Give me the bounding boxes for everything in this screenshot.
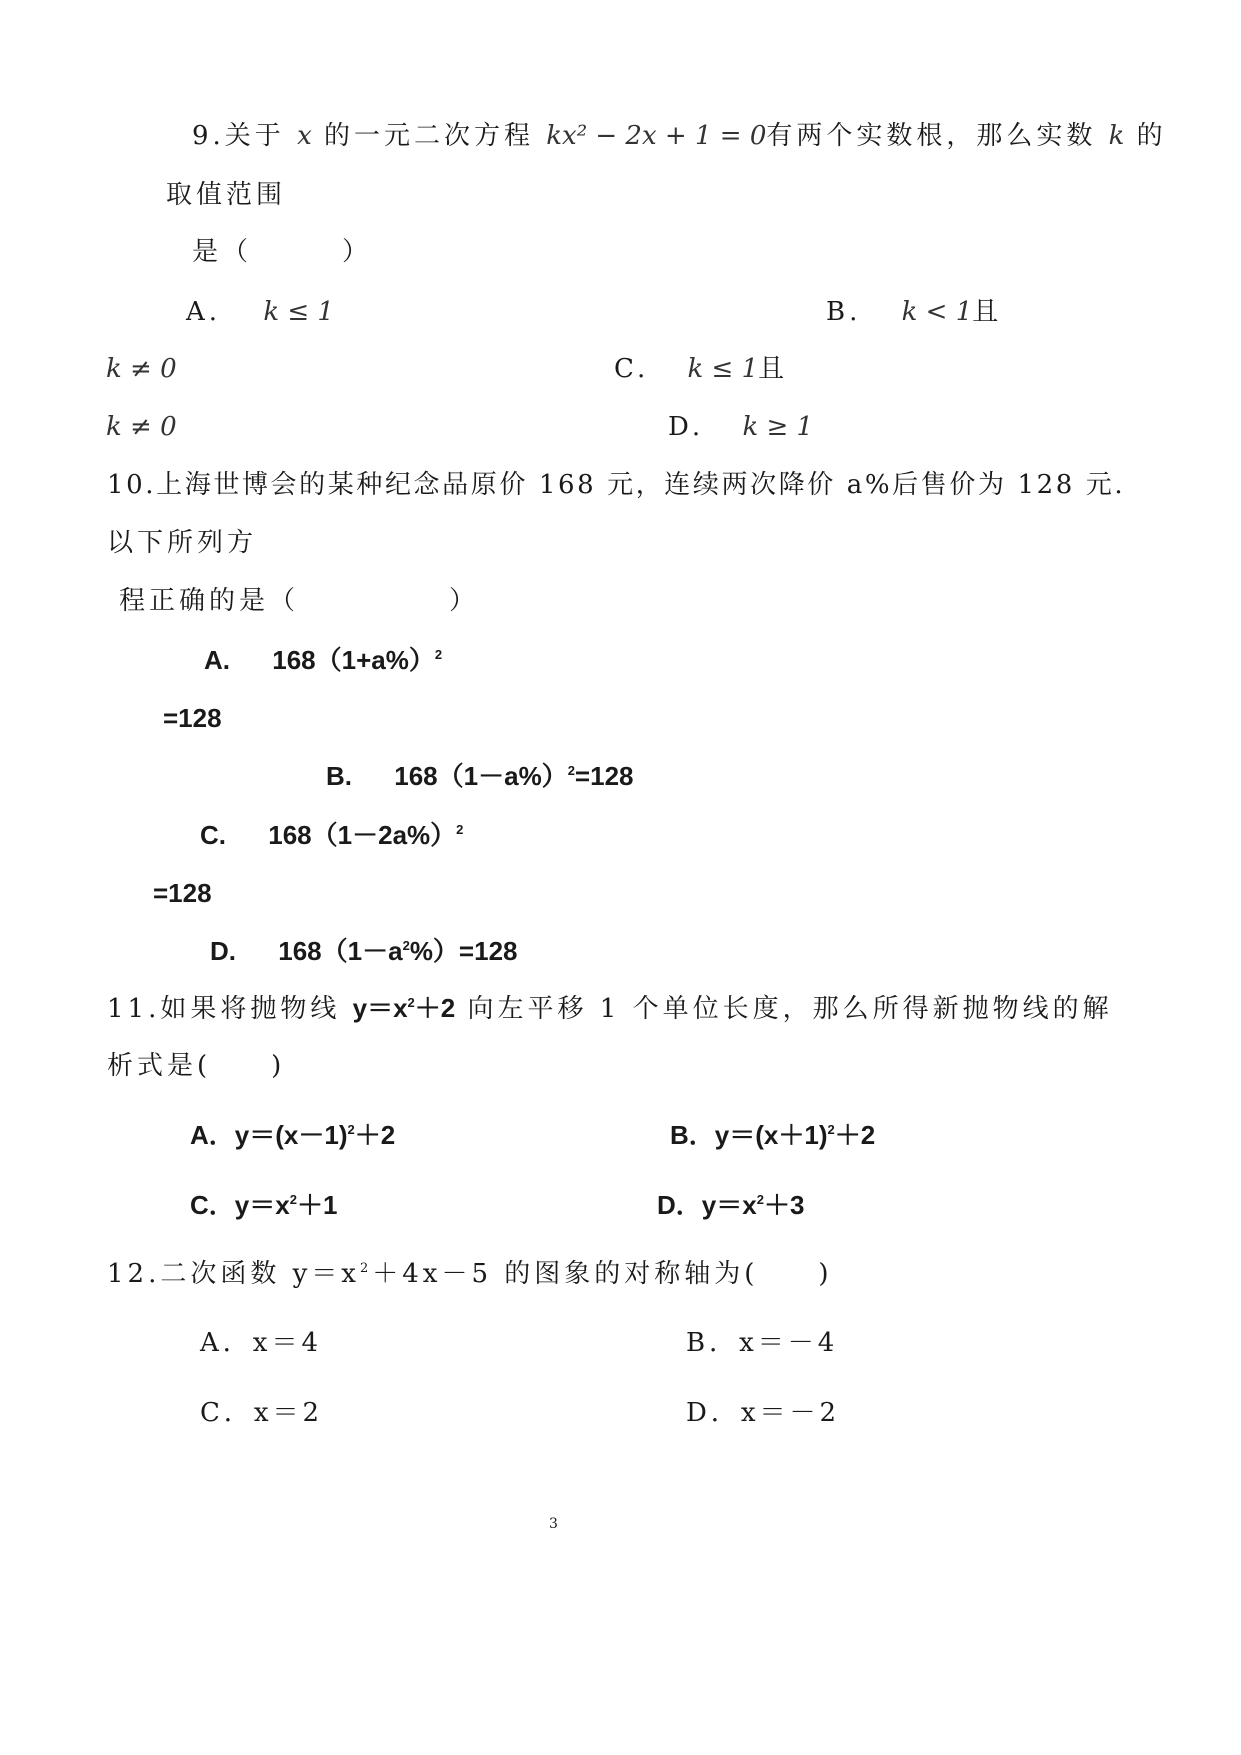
- q11-c-tail: ＋1: [296, 1190, 338, 1220]
- q11-option-d: [657, 1188, 804, 1223]
- q9-text: 的: [1124, 121, 1167, 151]
- q11-c-expr: C．y＝x: [190, 1190, 290, 1220]
- q9-stem-line1: [192, 119, 1167, 153]
- q12-option-a: A．x＝4: [200, 1328, 322, 1358]
- q11-stem-line2: 析式是( ): [107, 1051, 286, 1081]
- q10-option-d: [210, 934, 518, 969]
- q10-c-expr: 168（1－2a%）: [268, 820, 457, 850]
- option-label: A.: [186, 297, 222, 327]
- q9-text: 9.关于: [192, 121, 298, 151]
- q10-option-a: [204, 643, 442, 678]
- superscript: 2: [359, 1261, 373, 1276]
- superscript: 2: [756, 1192, 764, 1207]
- page-number: 3: [549, 1516, 558, 1532]
- q9-text: 有两个实数根，那么实数: [766, 121, 1109, 151]
- option-label: A.: [204, 645, 230, 675]
- q11-text: 向左平移 1 个单位长度，那么所得新抛物线的解: [455, 994, 1113, 1024]
- q12-text: ＋4x－5 的图象的对称轴为( ): [372, 1259, 833, 1289]
- q10-stem-line3: 程正确的是（ ）: [119, 586, 480, 616]
- option-label: C.: [200, 820, 226, 850]
- q9-stem-line2: 取值范围: [166, 180, 287, 210]
- q9-equation: kx² − 2x + 1 = 0: [546, 121, 767, 151]
- q10-stem-line1: 10.上海世博会的某种纪念品原价 168 元，连续两次降价 a%后售价为 128 元.: [107, 470, 1126, 500]
- q11-expr: y＝x: [352, 993, 408, 1023]
- q10-b-tail: =128: [574, 761, 634, 791]
- q9-c-suffix: 且: [758, 354, 789, 384]
- superscript: 2: [407, 995, 415, 1010]
- q9-option-b-cont: k ≠ 0: [106, 354, 177, 384]
- superscript: 2: [827, 1122, 835, 1137]
- q10-b-expr: 168（1－a%）: [394, 761, 568, 791]
- superscript: 2: [567, 763, 575, 778]
- superscript: 2: [289, 1192, 297, 1207]
- q9-d-expr: k ≥ 1: [742, 412, 814, 442]
- q11-a-tail: ＋2: [354, 1120, 396, 1150]
- q9-option-c: [614, 352, 788, 386]
- option-label: C.: [614, 354, 650, 384]
- q9-var-k: k: [1108, 121, 1125, 151]
- superscript: 2: [347, 1122, 355, 1137]
- q9-a-expr: k ≤ 1: [263, 297, 334, 327]
- q10-option-a-cont: =128: [163, 703, 222, 733]
- superscript: 2: [434, 647, 443, 662]
- q9-option-d: [668, 410, 813, 444]
- q11-b-tail: ＋2: [834, 1120, 876, 1150]
- q12-option-c: C．x＝2: [200, 1398, 324, 1428]
- q12-stem: [107, 1257, 833, 1291]
- superscript: 2: [456, 822, 464, 837]
- option-label: B.: [326, 761, 352, 791]
- q9-c-expr: k ≤ 1: [687, 354, 759, 384]
- q11-a-expr: A．y＝(x－1): [190, 1120, 348, 1150]
- option-label: D.: [210, 936, 236, 966]
- q9-stem-line3: 是（ ）: [192, 237, 373, 267]
- q9-var-x: x: [297, 121, 312, 151]
- q12-text: 12.二次函数 y＝x: [107, 1259, 360, 1289]
- q11-d-expr: D．y＝x: [657, 1190, 757, 1220]
- q9-option-a: [186, 295, 334, 329]
- q10-d-expr-tail: %）=128: [409, 936, 518, 966]
- q11-option-c: [190, 1188, 337, 1223]
- q11-option-b: [670, 1118, 875, 1153]
- q10-option-b: [326, 759, 634, 794]
- q10-option-c: [200, 818, 463, 853]
- q11-stem-line1: [107, 991, 1113, 1026]
- q10-a-expr: 168（1+a%）: [272, 645, 435, 675]
- option-label: D.: [668, 412, 705, 442]
- q12-option-d: D．x＝－2: [686, 1398, 841, 1428]
- q11-expr-tail: ＋2: [414, 993, 456, 1023]
- q10-d-expr: 168（1－a: [278, 936, 403, 966]
- q10-stem-line2: 以下所列方: [107, 528, 258, 558]
- q9-b-suffix: 且: [972, 297, 1003, 327]
- q10-option-c-cont: =128: [153, 878, 212, 908]
- superscript: 2: [402, 938, 410, 953]
- q11-b-expr: B．y＝(x＋1): [670, 1120, 828, 1150]
- q12-option-b: B．x＝－4: [686, 1328, 839, 1358]
- q9-option-b: [826, 295, 1002, 329]
- q11-option-a: [190, 1118, 395, 1153]
- q9-text: 的一元二次方程: [311, 121, 547, 151]
- q11-d-tail: ＋3: [763, 1190, 805, 1220]
- option-label: B.: [826, 297, 862, 327]
- q11-text: 11.如果将抛物线: [107, 994, 353, 1024]
- q9-b-expr: k < 1: [901, 297, 973, 327]
- q9-option-c-cont: k ≠ 0: [106, 412, 177, 442]
